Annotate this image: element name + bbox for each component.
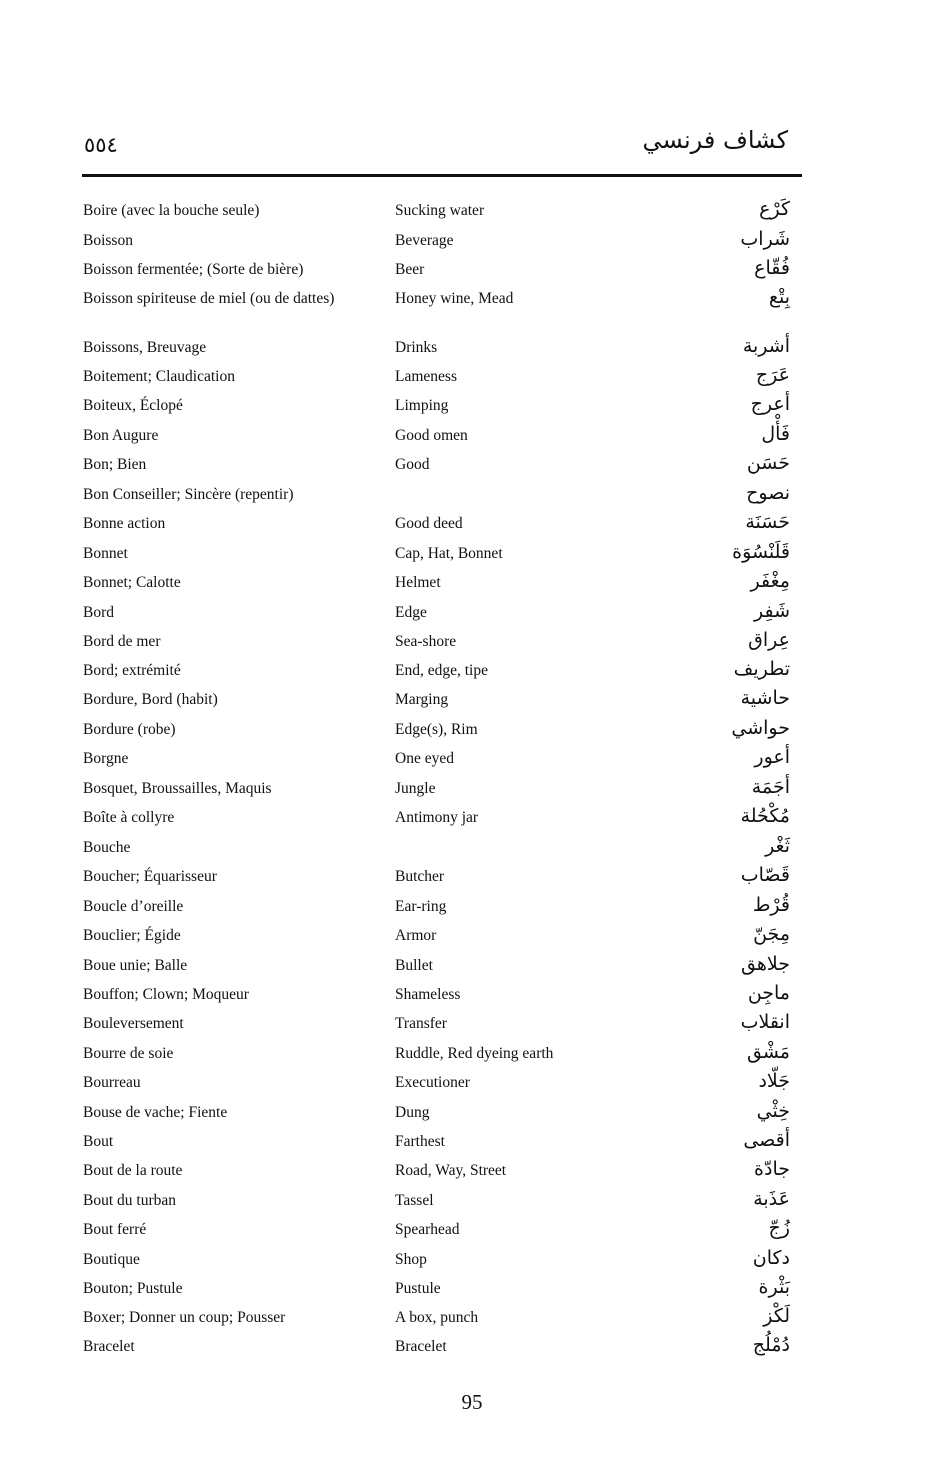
english-term: Beer <box>395 261 425 278</box>
arabic-term: عَذَبة <box>753 1188 790 1210</box>
french-term: Bout du turban <box>83 1192 176 1209</box>
page-folio: 95 <box>461 1390 483 1414</box>
french-term: Bouleversement <box>83 1015 184 1032</box>
index-entry <box>0 955 944 984</box>
english-term: One eyed <box>395 750 454 767</box>
english-term: Honey wine, Mead <box>395 290 514 307</box>
index-entry <box>0 572 944 601</box>
french-term: Bourre de soie <box>83 1045 174 1062</box>
arabic-term: قَلَنْسُوَة <box>732 541 790 563</box>
french-term: Bon Augure <box>83 427 159 444</box>
arabic-term: أعرج <box>750 393 790 415</box>
index-entry <box>0 543 944 572</box>
english-term: Shop <box>395 1251 427 1268</box>
arabic-term: قَصّاب <box>740 864 790 886</box>
index-entry <box>0 748 944 777</box>
index-entry <box>0 366 944 395</box>
index-entry <box>0 925 944 954</box>
english-term: Good <box>395 456 430 473</box>
french-term: Bon Conseiller; Sincère (repentir) <box>83 486 294 503</box>
english-term: Sucking water <box>395 202 485 219</box>
english-term: Ear-ring <box>395 898 447 915</box>
arabic-term: أعور <box>754 746 790 768</box>
french-term: Bourreau <box>83 1074 141 1091</box>
arabic-term: جلاهق <box>741 953 790 975</box>
french-term: Bouclier; Égide <box>83 927 181 944</box>
arabic-term: فُقّاع <box>754 257 790 279</box>
arabic-term: شَراب <box>740 228 790 250</box>
arabic-term: شَفِر <box>753 600 790 622</box>
french-term: Boucle d’oreille <box>83 898 184 915</box>
english-term: Ruddle, Red dyeing earth <box>395 1045 554 1062</box>
french-term: Boiteux, Éclopé <box>83 397 183 414</box>
french-term: Bon; Bien <box>83 456 147 473</box>
english-term: Dung <box>395 1104 430 1121</box>
french-term: Boucher; Équarisseur <box>83 868 217 885</box>
index-entry <box>0 1043 944 1072</box>
english-term: Tassel <box>395 1192 434 1209</box>
index-entry <box>0 1131 944 1160</box>
index-entry <box>0 484 944 513</box>
french-term: Borgne <box>83 750 129 767</box>
arabic-term: كَرْع <box>759 198 790 220</box>
index-entry <box>0 288 944 334</box>
arabic-term: أجَمَة <box>751 776 790 798</box>
index-entry <box>0 778 944 807</box>
index-entry <box>0 1013 944 1042</box>
index-entry <box>0 1336 944 1365</box>
arabic-term: حَسَن <box>746 452 790 474</box>
english-term: Edge(s), Rim <box>395 721 478 738</box>
english-term: Butcher <box>395 868 445 885</box>
french-term: Boîte à collyre <box>83 809 175 826</box>
french-term: Bonne action <box>83 515 166 532</box>
english-term: Jungle <box>395 780 436 797</box>
french-term: Boitement; Claudication <box>83 368 235 385</box>
english-term: Farthest <box>395 1133 445 1150</box>
french-term: Bordure, Bord (habit) <box>83 691 218 708</box>
english-term: Executioner <box>395 1074 470 1091</box>
french-term: Boissons, Breuvage <box>83 339 207 356</box>
english-term: Edge <box>395 604 427 621</box>
arabic-term: جَلّاد <box>758 1070 790 1092</box>
arabic-term: زُجّ <box>768 1217 790 1239</box>
arabic-term: عَرَج <box>755 364 790 386</box>
arabic-term: مِجَنّ <box>753 923 790 945</box>
french-term: Bouse de vache; Fiente <box>83 1104 228 1121</box>
french-term: Bord; extrémité <box>83 662 181 679</box>
arabic-term: دُمْلُج <box>752 1334 790 1356</box>
french-term: Bout ferré <box>83 1221 147 1238</box>
arabic-term: حاشية <box>740 687 790 709</box>
english-term: Limping <box>395 397 449 414</box>
index-entry <box>0 1072 944 1101</box>
arabic-page-number: ٥٥٤ <box>84 133 118 157</box>
english-term: Road, Way, Street <box>395 1162 507 1179</box>
index-entry <box>0 395 944 424</box>
arabic-term: حَسَنَة <box>745 511 790 533</box>
arabic-term: أقصى <box>743 1129 790 1151</box>
index-entry <box>0 200 944 229</box>
english-term: Bullet <box>395 957 433 974</box>
english-term: Spearhead <box>395 1221 460 1238</box>
arabic-term: لَكْز <box>763 1305 790 1327</box>
english-term: Shameless <box>395 986 461 1003</box>
index-entry <box>0 1160 944 1189</box>
french-term: Bosquet, Broussailles, Maquis <box>83 780 272 797</box>
french-term: Bonnet; Calotte <box>83 574 181 591</box>
index-entry <box>0 866 944 895</box>
index-entry <box>0 454 944 483</box>
arabic-term: بَثْرة <box>758 1276 790 1298</box>
index-entry <box>0 602 944 631</box>
index-entry <box>0 425 944 454</box>
index-entry <box>0 660 944 689</box>
french-term: Bout <box>83 1133 114 1150</box>
arabic-term: أشربة <box>742 335 790 357</box>
english-term: Good omen <box>395 427 468 444</box>
french-term: Bouffon; Clown; Moqueur <box>83 986 249 1003</box>
english-term: Cap, Hat, Bonnet <box>395 545 503 562</box>
french-term: Boue unie; Balle <box>83 957 188 974</box>
arabic-term: خِثْي <box>756 1100 790 1122</box>
arabic-term: حواشي <box>731 717 790 739</box>
french-term: Bracelet <box>83 1338 135 1355</box>
running-title: كشاف فرنسي <box>642 126 788 154</box>
french-term: Bouton; Pustule <box>83 1280 183 1297</box>
index-entry <box>0 631 944 660</box>
french-term: Boire (avec la bouche seule) <box>83 202 260 219</box>
english-term: Bracelet <box>395 1338 447 1355</box>
arabic-term: عِراق <box>748 629 790 651</box>
french-term: Bord de mer <box>83 633 161 650</box>
english-term: Antimony jar <box>395 809 479 826</box>
english-term: Sea-shore <box>395 633 457 650</box>
english-term: Lameness <box>395 368 457 385</box>
index-entry <box>0 259 944 288</box>
arabic-term: ثَغْر <box>765 835 790 857</box>
index-entry <box>0 807 944 836</box>
arabic-term: ماجِن <box>747 982 790 1004</box>
english-term: Marging <box>395 691 449 708</box>
french-term: Boisson <box>83 232 133 249</box>
english-term: Beverage <box>395 232 454 249</box>
arabic-term: نصوح <box>746 482 790 504</box>
index-entry <box>0 984 944 1013</box>
english-term: End, edge, tipe <box>395 662 488 679</box>
index-entry <box>0 896 944 925</box>
index-entry <box>0 513 944 542</box>
index-entry <box>0 1307 944 1336</box>
arabic-term: دكان <box>752 1247 790 1269</box>
arabic-term: جادّة <box>754 1158 790 1180</box>
arabic-term: قُرْط <box>752 894 790 916</box>
english-term: Armor <box>395 927 437 944</box>
index-entry <box>0 337 944 366</box>
index-entry <box>0 1249 944 1278</box>
english-term: A box, punch <box>395 1309 479 1326</box>
arabic-term: فَأْل <box>761 423 790 445</box>
arabic-term: تطريف <box>733 658 790 680</box>
index-entry <box>0 1190 944 1219</box>
index-entry <box>0 1278 944 1307</box>
french-term: Boutique <box>83 1251 140 1268</box>
arabic-term: بِتْع <box>768 286 790 308</box>
french-term: Bout de la route <box>83 1162 183 1179</box>
english-term: Drinks <box>395 339 438 356</box>
index-entry <box>0 1219 944 1248</box>
index-entry <box>0 1102 944 1131</box>
english-term: Pustule <box>395 1280 441 1297</box>
index-entry <box>0 230 944 259</box>
french-term: Bonnet <box>83 545 128 562</box>
english-term: Helmet <box>395 574 441 591</box>
arabic-term: مَشْق <box>747 1041 790 1063</box>
french-term: Bouche <box>83 839 131 856</box>
english-term: Good deed <box>395 515 463 532</box>
index-entry <box>0 719 944 748</box>
french-term: Boisson spiriteuse de miel (ou de dattes) <box>83 290 335 307</box>
arabic-term: انقلاب <box>740 1011 790 1033</box>
french-term: Bord <box>83 604 114 621</box>
arabic-term: مُكْحُلة <box>740 805 790 827</box>
french-term: Boisson fermentée; (Sorte de bière) <box>83 261 304 278</box>
arabic-term: مِغْفَر <box>750 570 790 592</box>
index-entry <box>0 689 944 718</box>
index-entry <box>0 837 944 866</box>
french-term: Boxer; Donner un coup; Pousser <box>83 1309 286 1326</box>
english-term: Transfer <box>395 1015 447 1032</box>
french-term: Bordure (robe) <box>83 721 176 738</box>
